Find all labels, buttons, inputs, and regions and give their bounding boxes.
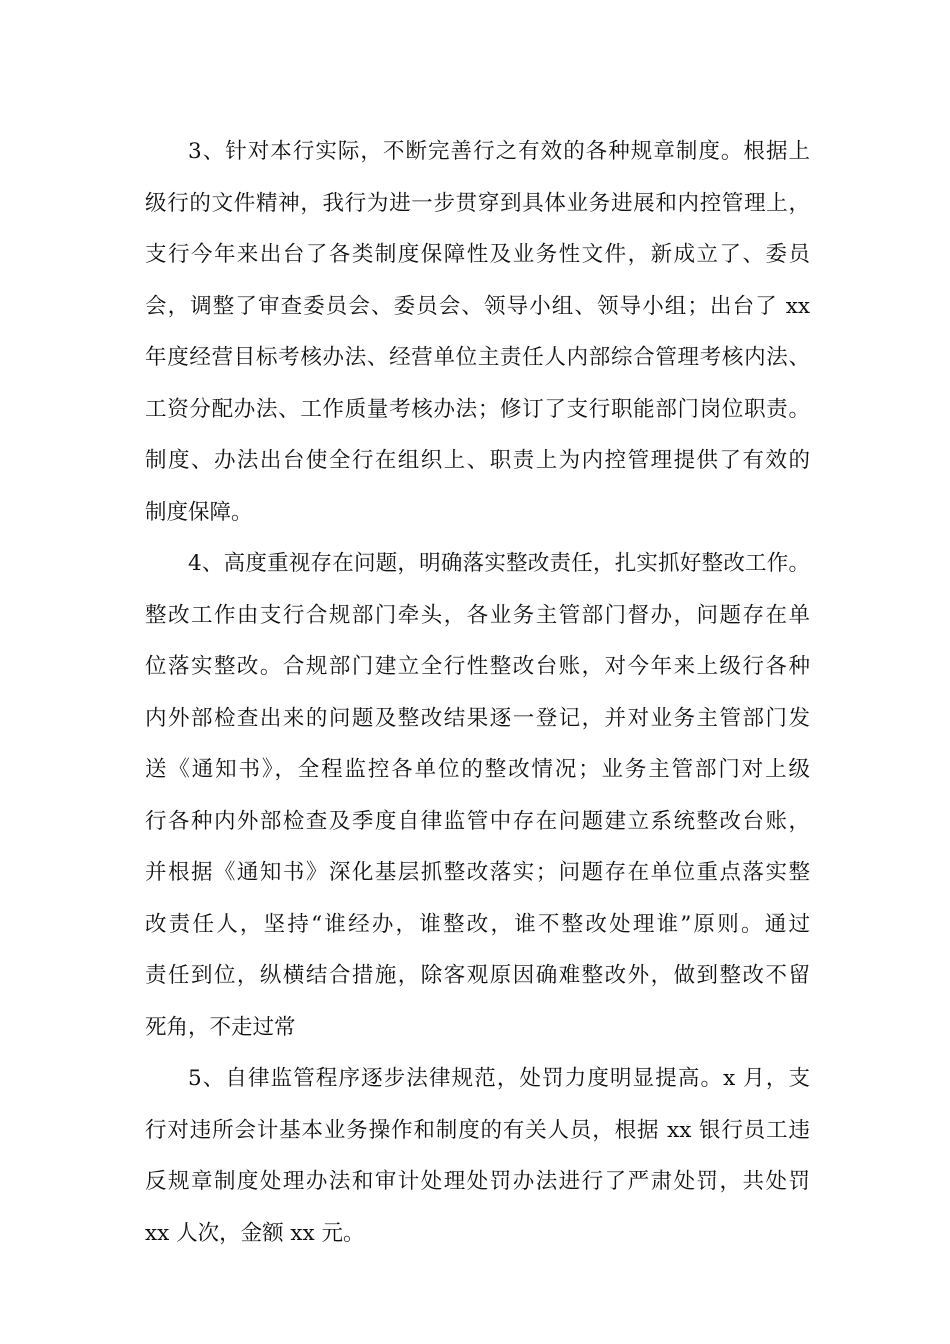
text-line: 改责任人，坚持“谁经办，谁整改，谁不整改处理谁”原则。通过 [145, 911, 810, 937]
text-line: 5、自律监管程序逐步法律规范，处罚力度明显提高。x 月，支 [188, 1066, 810, 1091]
text-line: 制度保障。 [145, 499, 253, 525]
text-line: 位落实整改。合规部门建立全行性整改台账，对今年来上级行各种 [145, 654, 810, 679]
text-line: 工资分配办法、工作质量考核办法；修订了支行职能部门岗位职责。 [145, 396, 810, 422]
text-line: 支行今年来出台了各类制度保障性及业务性文件，新成立了、委员 [145, 242, 810, 267]
text-line: 死角，不走过常 [145, 1014, 296, 1040]
paragraph-4 [145, 542, 810, 1057]
text-line: 行各种内外部检查及季度自律监管中存在问题建立系统整改台账， [145, 808, 810, 834]
text-line: 反规章制度处理办法和审计处理处罚办法进行了严肃处罚，共处罚 [145, 1169, 810, 1194]
text-line: 并根据《通知书》深化基层抓整改落实；问题存在单位重点落实整 [145, 860, 810, 885]
text-line: 送《通知书》，全程监控各单位的整改情况；业务主管部门对上级 [145, 757, 810, 782]
text-line: 3、针对本行实际，不断完善行之有效的各种规章制度。根据上 [188, 139, 810, 164]
text-line: 年度经营目标考核办法、经营单位主责任人内部综合管理考核内法、 [145, 345, 810, 370]
text-line: 会，调整了审查委员会、委员会、领导小组、领导小组；出台了 xx [145, 293, 810, 319]
text-line: 4、高度重视存在问题，明确落实整改责任，扎实抓好整改工作。 [188, 551, 810, 576]
text-line: 制度、办法出台使全行在组织上、职责上为内控管理提供了有效的 [145, 448, 810, 473]
paragraph-5 [145, 1057, 810, 1263]
text-line: xx 人次，金额 xx 元。 [145, 1220, 365, 1246]
text-line: 行对违所会计基本业务操作和制度的有关人员，根据 xx 银行员工违 [145, 1117, 810, 1143]
text-line: 责任到位，纵横结合措施，除客观原因确难整改外，做到整改不留 [145, 963, 810, 988]
paragraph-3 [145, 130, 810, 542]
document-body [145, 130, 810, 1263]
text-line: 内外部检查出来的问题及整改结果逐一登记，并对业务主管部门发 [145, 705, 810, 731]
text-line: 整改工作由支行合规部门牵头，各业务主管部门督办，问题存在单 [145, 602, 810, 628]
text-line: 级行的文件精神，我行为进一步贯穿到具体业务进展和内控管理上， [145, 190, 810, 216]
